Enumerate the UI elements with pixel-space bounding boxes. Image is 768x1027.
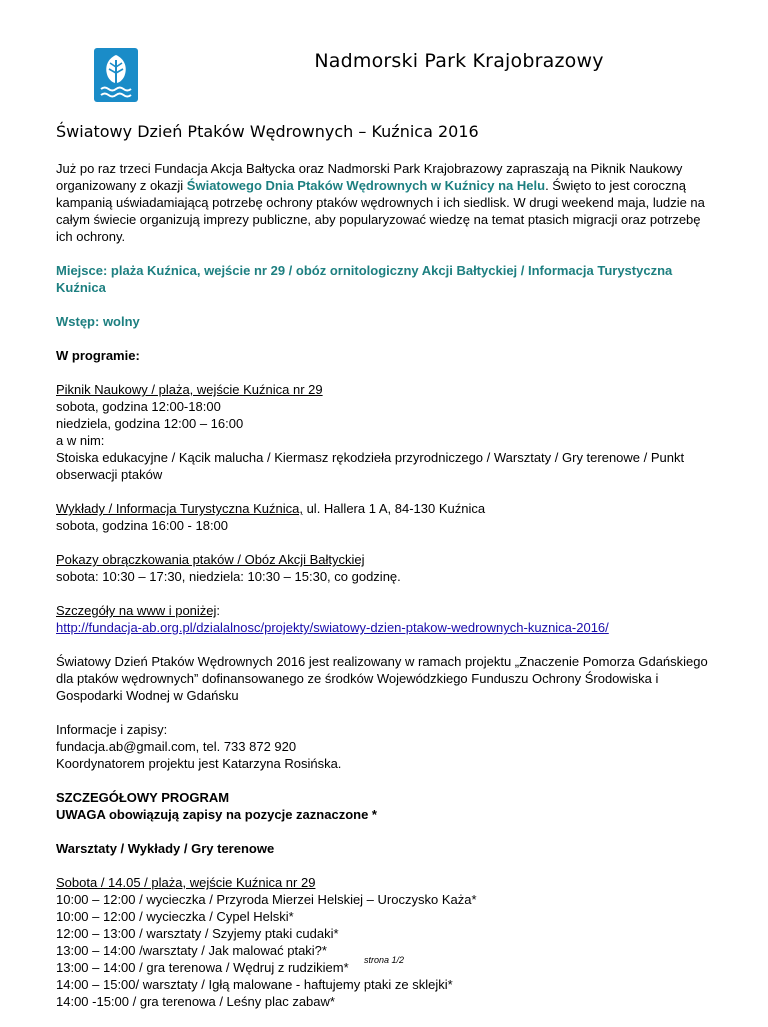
ringing-time: sobota: 10:30 – 17:30, niedziela: 10:30 – 15:30, co godzinę. [56,569,401,584]
details-colon: : [216,603,221,618]
picnic-line: a w nim: [56,433,105,448]
workshops-heading: Warsztaty / Wykłady / Gry terenowe [56,841,275,856]
lectures-address: ul. Hallera 1 A, 84-130 Kuźnica [302,501,486,516]
intro-text-before: Już po raz trzeci Fundacja Akcja Bałtycka oraz Nadmorski Park Krajobrazowy zapraszają na Piknik Naukowy organizowany z okazji [56,161,683,193]
program-detail-heading: SZCZEGÓŁOWY PROGRAM [56,790,230,805]
saturday-item: 13:00 – 14:00 /warsztaty / Jak malować ptaki?* [56,943,327,958]
document-title: Światowy Dzień Ptaków Wędrownych – Kuźnica 2016 [56,122,479,141]
saturday-item: 10:00 – 12:00 / wycieczka / Przyroda Mierzei Helskiej – Uroczysko Każa* [56,892,477,907]
page-number: strona 1/2 [363,955,405,965]
ringing-heading: Pokazy obrączkowania ptaków / Obóz Akcji Bałtyckiej [56,552,365,567]
intro-highlight: Światowego Dnia Ptaków Wędrownych w Kuźnicy na Helu [186,178,546,193]
document-body [56,160,716,1027]
ringing-section [56,551,716,585]
program-detail-section [56,789,716,823]
saturday-item: 13:00 – 14:00 / gra terenowa / Wędruj z rudzikiem* [56,960,349,975]
picnic-line: Stoiska edukacyjne / Kącik malucha / Kiermasz rękodzieła przyrodniczego / Warsztaty / Gry terenowe / Punkt obserwacji ptaków [56,450,685,482]
saturday-section [56,874,716,1010]
program-detail-note: UWAGA obowiązują zapisy na pozycje zaznaczone * [56,807,377,822]
picnic-section [56,381,716,483]
picnic-line: sobota, godzina 12:00-18:00 [56,399,221,414]
saturday-item: 14:00 – 15:00/ warsztaty / Igłą malowane - haftujemy ptaki ze sklejki* [56,977,453,992]
contact-details: fundacja.ab@gmail.com, tel. 733 872 920 [56,739,297,754]
funding-paragraph: Światowy Dzień Ptaków Wędrownych 2016 jest realizowany w ramach projektu „Znaczenie Pomorza Gdańskiego dla ptaków wędrownych” dofinansowanego ze środków Wojewódzkiego Funduszu Ochrony Środowiska i Gospodarki Wodnej w Gdańsku [56,654,708,703]
org-title: Nadmorski Park Krajobrazowy [314,50,604,72]
lectures-section [56,500,716,534]
program-heading: W programie: [56,348,140,363]
picnic-line: niedziela, godzina 12:00 – 16:00 [56,416,244,431]
lectures-time: sobota, godzina 16:00 - 18:00 [56,518,229,533]
saturday-heading: Sobota / 14.05 / plaża, wejście Kuźnica nr 29 [56,875,316,890]
park-logo-icon [94,48,138,102]
saturday-item: 14:00 -15:00 / gra terenowa / Leśny plac zabaw* [56,994,335,1009]
saturday-item: 12:00 – 13:00 / warsztaty / Szyjemy ptaki cudaki* [56,926,339,941]
contact-label: Informacje i zapisy: [56,722,168,737]
place-info: Miejsce: plaża Kuźnica, wejście nr 29 / obóz ornitologiczny Akcji Bałtyckiej / Informacja Turystyczna Kuźnica [56,263,673,295]
entry-info: Wstęp: wolny [56,314,140,329]
details-label: Szczegóły na www i poniżej [56,603,217,618]
saturday-item: 10:00 – 12:00 / wycieczka / Cypel Helski* [56,909,294,924]
contact-coordinator: Koordynatorem projektu jest Katarzyna Rosińska. [56,756,342,771]
intro-paragraph [56,160,716,245]
lectures-heading: Wykłady / Informacja Turystyczna Kuźnica, [56,501,303,516]
contact-section [56,721,716,772]
intro-text-after: . Święto to jest coroczną kampanią uświadamiającą potrzebę ochrony ptaków wędrownych i ich siedlisk. W drugi weekend maja, ludzie na całym świecie organizują imprezy publiczne, aby popularyzować wiedzę na temat ptasich migracji oraz potrzebę ich ochrony. [56,178,705,244]
project-link[interactable]: http://fundacja-ab.org.pl/dzialalnosc/projekty/swiatowy-dzien-ptakow-wedrownych-kuznica-2016/ [56,620,609,635]
picnic-heading: Piknik Naukowy / plaża, wejście Kuźnica nr 29 [56,382,323,397]
details-section [56,602,716,636]
